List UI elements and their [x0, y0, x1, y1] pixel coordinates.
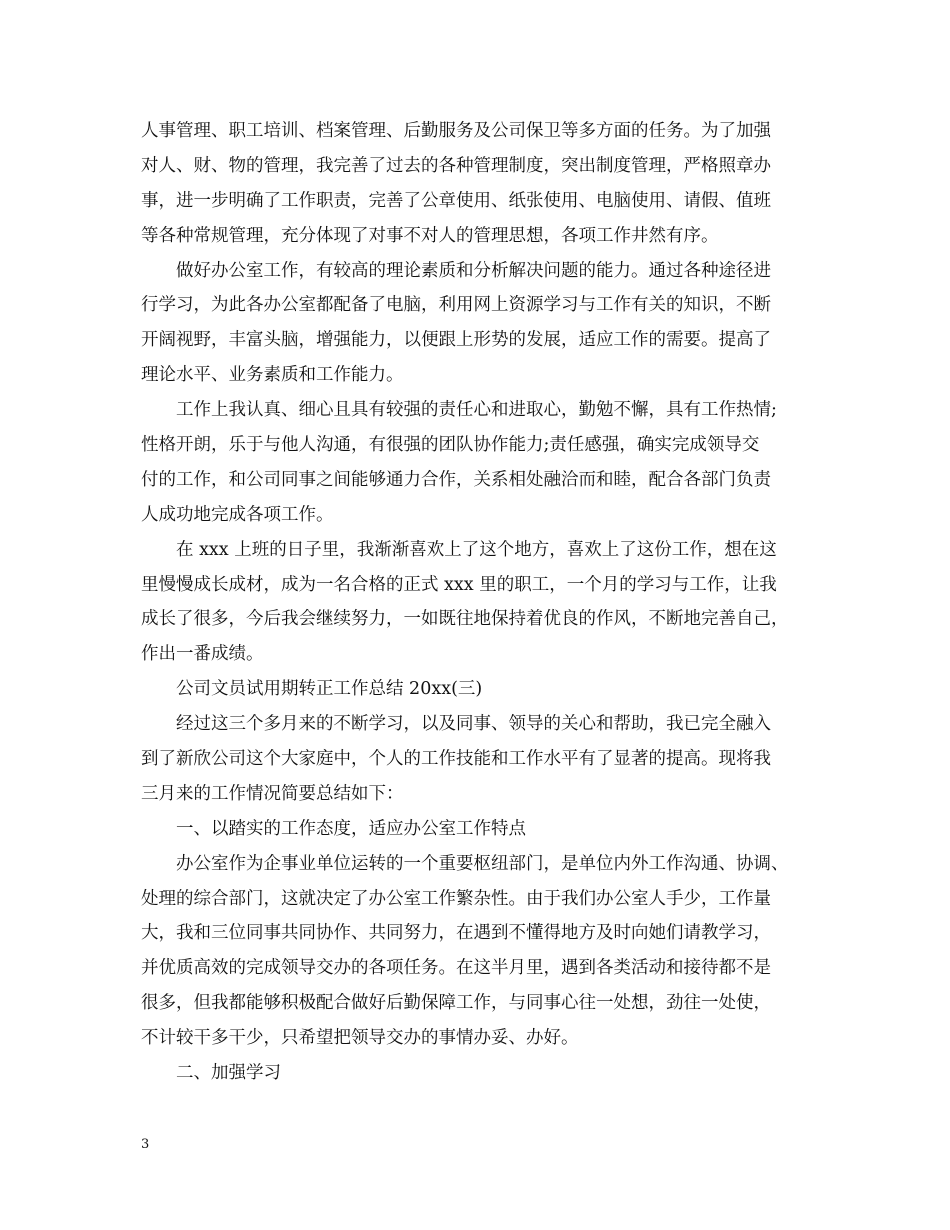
- text-line: 作出一番成绩。: [141, 644, 264, 665]
- body-text: [141, 114, 821, 1091]
- text-line: 大，我和三位同事共同协作、共同努力，在遇到不懂得地方及时向她们请教学习，: [141, 923, 771, 944]
- text-line: 工作上我认真、细心且具有较强的责任心和进取心，勤勉不懈，具有工作热情;: [176, 400, 777, 421]
- text-line: 事，进一步明确了工作职责，完善了公章使用、纸张使用、电脑使用、请假、值班: [141, 190, 771, 211]
- text-line: 经过这三个多月来的不断学习，以及同事、领导的关心和帮助，我已完全融入: [176, 714, 771, 735]
- text-line: 三月来的工作情况简要总结如下：: [141, 783, 404, 804]
- section-heading: 一、以踏实的工作态度，适应办公室工作特点: [176, 818, 526, 839]
- text-line: 行学习，为此各办公室都配备了电脑，利用网上资源学习与工作有关的知识，不断: [141, 295, 771, 316]
- text-line: 开阔视野，丰富头脑，增强能力，以便跟上形势的发展，适应工作的需要。提高了: [141, 330, 771, 351]
- text-line: 里慢慢成长成材，成为一名合格的正式 xxx 里的职工，一个月的学习与工作，让我: [141, 574, 777, 595]
- text-line: 做好办公室工作，有较高的理论素质和分析解决问题的能力。通过各种途径进: [176, 260, 771, 281]
- page-number: 3: [141, 1137, 150, 1152]
- text-line: 很多，但我都能够积极配合做好后勤保障工作，与同事心往一处想，劲往一处使，: [141, 993, 771, 1014]
- text-line: 处理的综合部门，这就决定了办公室工作繁杂性。由于我们办公室人手少，工作量: [141, 888, 771, 909]
- text-line: 不计较干多干少，只希望把领导交办的事情办妥、办好。: [141, 1028, 579, 1049]
- text-line: 到了新欣公司这个大家庭中，个人的工作技能和工作水平有了显著的提高。现将我: [141, 749, 771, 770]
- text-line: 理论水平、业务素质和工作能力。: [141, 365, 404, 386]
- text-line: 付的工作，和公司同事之间能够通力合作，关系相处融洽而和睦，配合各部门负责: [141, 469, 771, 490]
- text-line: 对人、财、物的管理，我完善了过去的各种管理制度，突出制度管理，严格照章办: [141, 155, 771, 176]
- text-line: 性格开朗，乐于与他人沟通，有很强的团队协作能力;责任感强，确实完成领导交: [141, 435, 760, 456]
- section-title: 公司文员试用期转正工作总结 20xx(三): [176, 679, 483, 700]
- section-heading: 二、加强学习: [176, 1063, 281, 1084]
- text-line: 成长了很多，今后我会继续努力，一如既往地保持着优良的作风，不断地完善自己，: [141, 609, 789, 630]
- text-line: 人事管理、职工培训、档案管理、后勤服务及公司保卫等多方面的任务。为了加强: [141, 121, 771, 141]
- text-line: 人成功地完成各项工作。: [141, 504, 334, 525]
- text-line: 办公室作为企事业单位运转的一个重要枢纽部门，是单位内外工作沟通、协调、: [176, 853, 789, 874]
- text-line: 在 xxx 上班的日子里，我渐渐喜欢上了这个地方，喜欢上了这份工作，想在这: [176, 539, 777, 560]
- text-line: 并优质高效的完成领导交办的各项任务。在这半月里，遇到各类活动和接待都不是: [141, 958, 771, 979]
- text-line: 等各种常规管理，充分体现了对事不对人的管理思想，各项工作井然有序。: [141, 225, 719, 246]
